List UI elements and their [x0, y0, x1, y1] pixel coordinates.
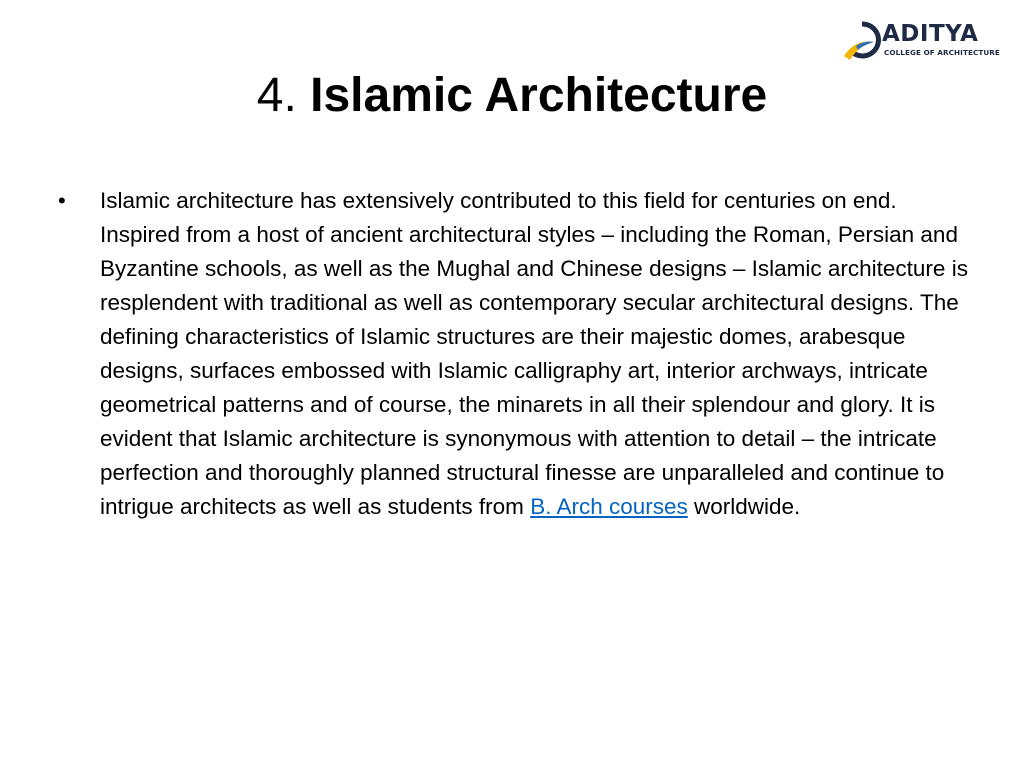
college-logo	[842, 20, 1002, 64]
bullet-marker: •	[58, 188, 66, 213]
title-number: 4.	[256, 69, 297, 122]
body-text: Islamic architecture has extensively contributed to this field for centuries on end. Inspired from a host of ancient architectural styles – including the Roman, Persian and Byzantine schools, as well as the Mughal and Chinese designs – Islamic architecture is resplendent with traditional as well as contemporary secular architectural designs. The defining characteristics of Islamic structures are their majestic domes, arabesque designs, surfaces embossed with Islamic calligraphy art, interior archways, intricate geometrical patterns and of course, the minarets in all their splendour and glory. It is evident that Islamic architecture is synonymous with attention to detail – the intricate perfection and thoroughly planned structural finesse are unparalleled and continue to intrigue architects as well as students from	[100, 188, 968, 519]
logo-subtitle: COLLEGE OF ARCHITECTURE	[884, 48, 1000, 57]
logo-emblem-icon	[842, 20, 886, 64]
body-text-end: worldwide.	[687, 494, 801, 519]
logo-name: ADITYA	[882, 21, 979, 47]
title-text: Islamic Architecture	[310, 69, 768, 122]
slide-title	[0, 66, 1024, 126]
bullet-list	[58, 184, 968, 524]
b-arch-courses-link[interactable]: B. Arch courses	[530, 494, 688, 519]
bullet-item	[58, 184, 968, 524]
